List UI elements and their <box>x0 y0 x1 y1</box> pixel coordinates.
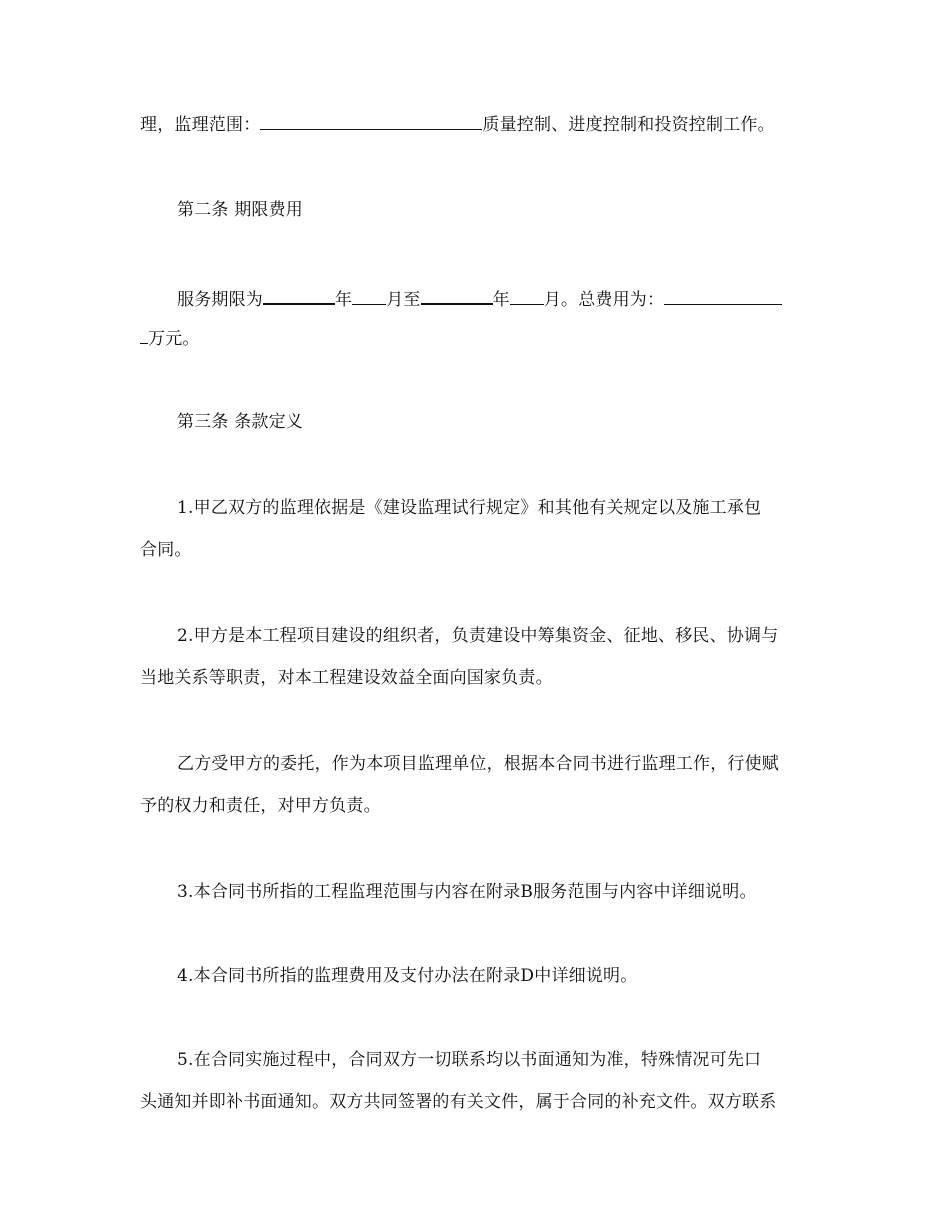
total-fee-blank-cont <box>140 326 148 344</box>
scope-label: 理，监理范围： <box>140 115 261 135</box>
clause-4-line-1: 4.本合同书所指的监理费用及支付办法在附录D中详细说明。 <box>177 966 638 986</box>
start-year-blank <box>263 286 335 305</box>
start-month-blank <box>352 287 386 305</box>
clause-2-line-1: 2.甲方是本工程项目建设的组织者，负责建设中筹集资金、征地、移民、协调与 <box>177 626 779 646</box>
total-fee-line-2 <box>140 326 820 351</box>
year-label-1: 年 <box>335 290 353 310</box>
ten-thousand-yuan-label: 万元。 <box>148 329 200 349</box>
service-period-line <box>177 286 820 312</box>
article-2-heading: 第二条 期限费用 <box>177 200 304 220</box>
clause-2b-line-2: 予的权力和责任，对甲方负责。 <box>140 796 381 816</box>
clause-3-line-1: 3.本合同书所指的工程监理范围与内容在附录B服务范围与内容中详细说明。 <box>177 882 757 902</box>
year-label-2: 年 <box>492 290 510 310</box>
total-fee-label: 月。总费用为： <box>543 290 665 310</box>
end-month-blank <box>510 287 544 305</box>
clause-2-line-2: 当地关系等职责，对本工程建设效益全面向国家负责。 <box>140 668 553 688</box>
clause-5-line-1: 5.在合同实施过程中，合同双方一切联系均以书面通知为准，特殊情况可先口 <box>177 1050 762 1070</box>
clause-1-line-2: 合同。 <box>140 540 192 560</box>
total-fee-blank <box>664 287 782 305</box>
service-period-label: 服务期限为 <box>177 290 263 310</box>
month-to-label: 月至 <box>386 290 421 310</box>
clause-2b-line-1: 乙方受甲方的委托，作为本项目监理单位，根据本合同书进行监理工作，行使赋 <box>177 754 779 774</box>
clause-5-line-2: 头通知并即补书面通知。双方共同签署的有关文件，属于合同的补充文件。双方联系 <box>140 1092 777 1112</box>
scope-line <box>140 112 820 137</box>
article-3-heading: 第三条 条款定义 <box>177 412 304 432</box>
scope-text: 质量控制、进度控制和投资控制工作。 <box>482 115 775 135</box>
scope-blank <box>260 112 482 130</box>
end-year-blank <box>421 286 493 305</box>
clause-1-line-1: 1.甲乙双方的监理依据是《建设监理试行规定》和其他有关规定以及施工承包 <box>177 498 762 518</box>
